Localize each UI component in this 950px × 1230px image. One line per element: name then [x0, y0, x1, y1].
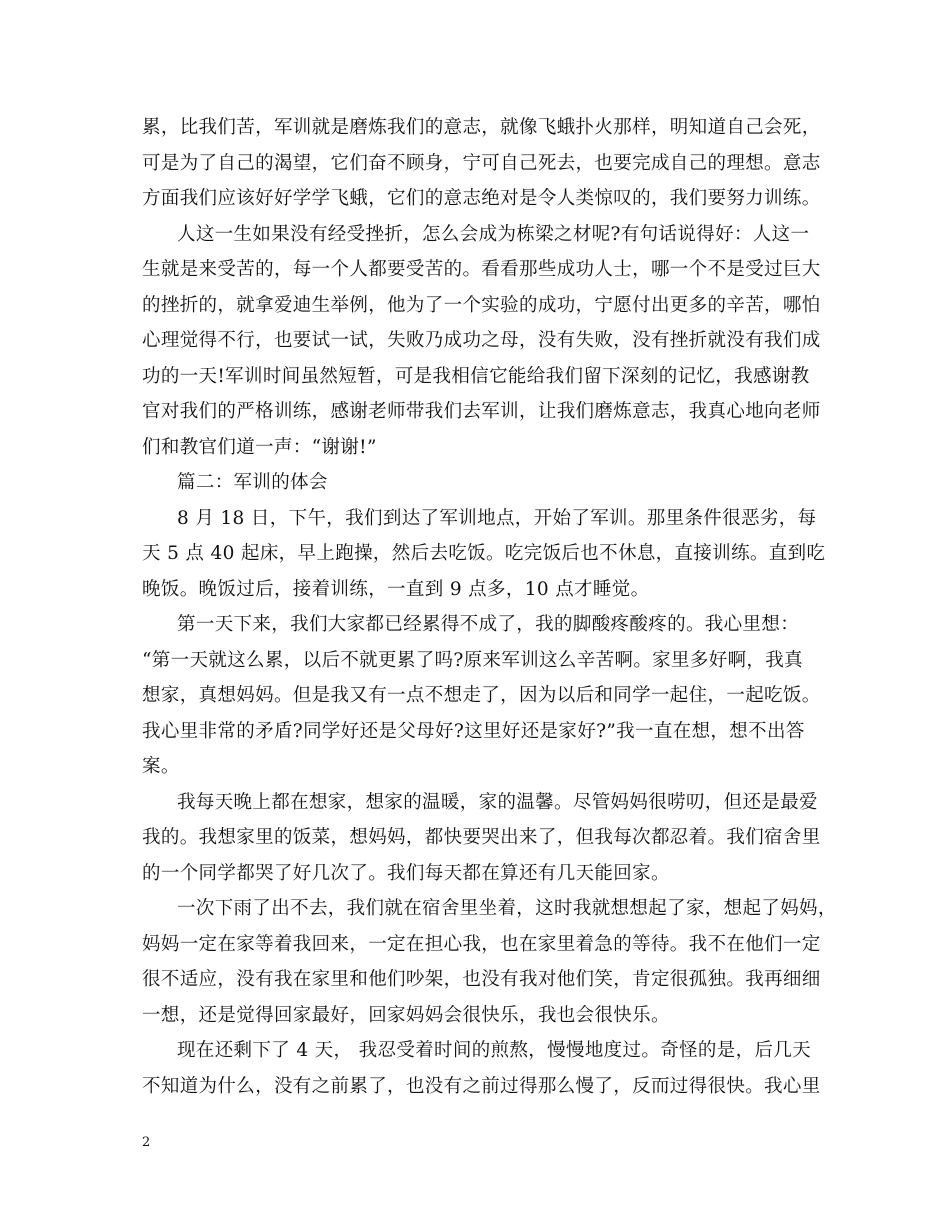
text-line: 我每天晚上都在想家，想家的温暖，家的温馨。尽管妈妈很唠叨，但还是最爱: [177, 791, 818, 813]
text-line: 生就是来受苦的，每一个人都要受苦的。看看那些成功人士，哪一个不是受过巨大: [142, 259, 821, 280]
text-line: 一想，还是觉得回家最好，回家妈妈会很快乐，我也会很快乐。: [142, 1004, 670, 1026]
document-body: [142, 110, 837, 1104]
text-line: 篇二：军训的体会: [177, 472, 328, 493]
text-line: 想家，真想妈妈。但是我又有一点不想走了，因为以后和同学一起住，一起吃饭。: [142, 685, 821, 706]
text-line: 很不适应，没有我在家里和他们吵架，也没有我对他们笑，肯定很孤独。我再细细: [142, 969, 821, 990]
text-line: 们和教官们道一声：“谢谢!”: [142, 436, 377, 458]
text-line: 方面我们应该好好学学飞蛾，它们的意志绝对是令人类惊叹的，我们要努力训练。: [142, 188, 821, 209]
text-line: 天 5 点 40 起床，早上跑操，然后去吃饭。吃完饭后也不休息，直接训练。直到吃: [142, 543, 826, 564]
text-line: 妈妈一定在家等着我回来，一定在担心我，也在家里着急的等待。我不在他们一定: [142, 933, 821, 955]
text-line: 案。: [142, 756, 180, 777]
text-line: 8 月 18 日，下午，我们到达了军训地点，开始了军训。那里条件很恶劣，每: [177, 507, 817, 529]
text-line: 官对我们的严格训练，感谢老师带我们去军训，让我们磨炼意志，我真心地向老师: [142, 401, 821, 422]
text-line: 一次下雨了出不去，我们就在宿舍里坐着，这时我就想想起了家，想起了妈妈，: [177, 898, 837, 919]
text-line: 心理觉得不行，也要试一试，失败乃成功之母，没有失败，没有挫折就没有我们成: [142, 330, 821, 351]
text-line: 人这一生如果没有经受挫折，怎么会成为栋梁之材呢?有句话说得好：人这一: [177, 223, 810, 245]
text-line: 可是为了自己的渴望，它们奋不顾身，宁可自己死去，也要完成自己的理想。意志: [142, 152, 821, 174]
text-line: 的挫折的，就拿爱迪生举例，他为了一个实验的成功，宁愿付出更多的辛苦，哪怕: [142, 294, 821, 316]
text-line: “第一天就这么累，以后不就更累了吗?原来军训这么辛苦啊。家里多好啊，我真: [142, 649, 803, 671]
text-line: 第一天下来，我们大家都已经累得不成了，我的脚酸疼酸疼的。我心里想：: [177, 614, 800, 635]
page-number: 2: [142, 1135, 151, 1150]
text-line: 的一个同学都哭了好几次了。我们每天都在算还有几天能回家。: [142, 862, 670, 884]
text-line: 累，比我们苦，军训就是磨炼我们的意志，就像飞蛾扑火那样，明知道自己会死，: [142, 117, 821, 138]
text-line: 不知道为什么，没有之前累了，也没有之前过得那么慢了，反而过得很快。我心里: [142, 1075, 821, 1097]
text-line: 我的。我想家里的饭菜，想妈妈，都快要哭出来了，但我每次都忍着。我们宿舍里: [142, 827, 821, 848]
text-line: 晚饭。晚饭过后，接着训练，一直到 9 点多，10 点才睡觉。: [142, 578, 650, 600]
text-line: 功的一天!军训时间虽然短暂，可是我相信它能给我们留下深刻的记忆，我感谢教: [142, 365, 810, 387]
text-line: 我心里非常的矛盾?同学好还是父母好?这里好还是家好?”我一直在想，想不出答: [142, 720, 805, 742]
text-line: 现在还剩下了 4 天， 我忍受着时间的煎熬，慢慢地度过。奇怪的是，后几天: [177, 1040, 812, 1061]
